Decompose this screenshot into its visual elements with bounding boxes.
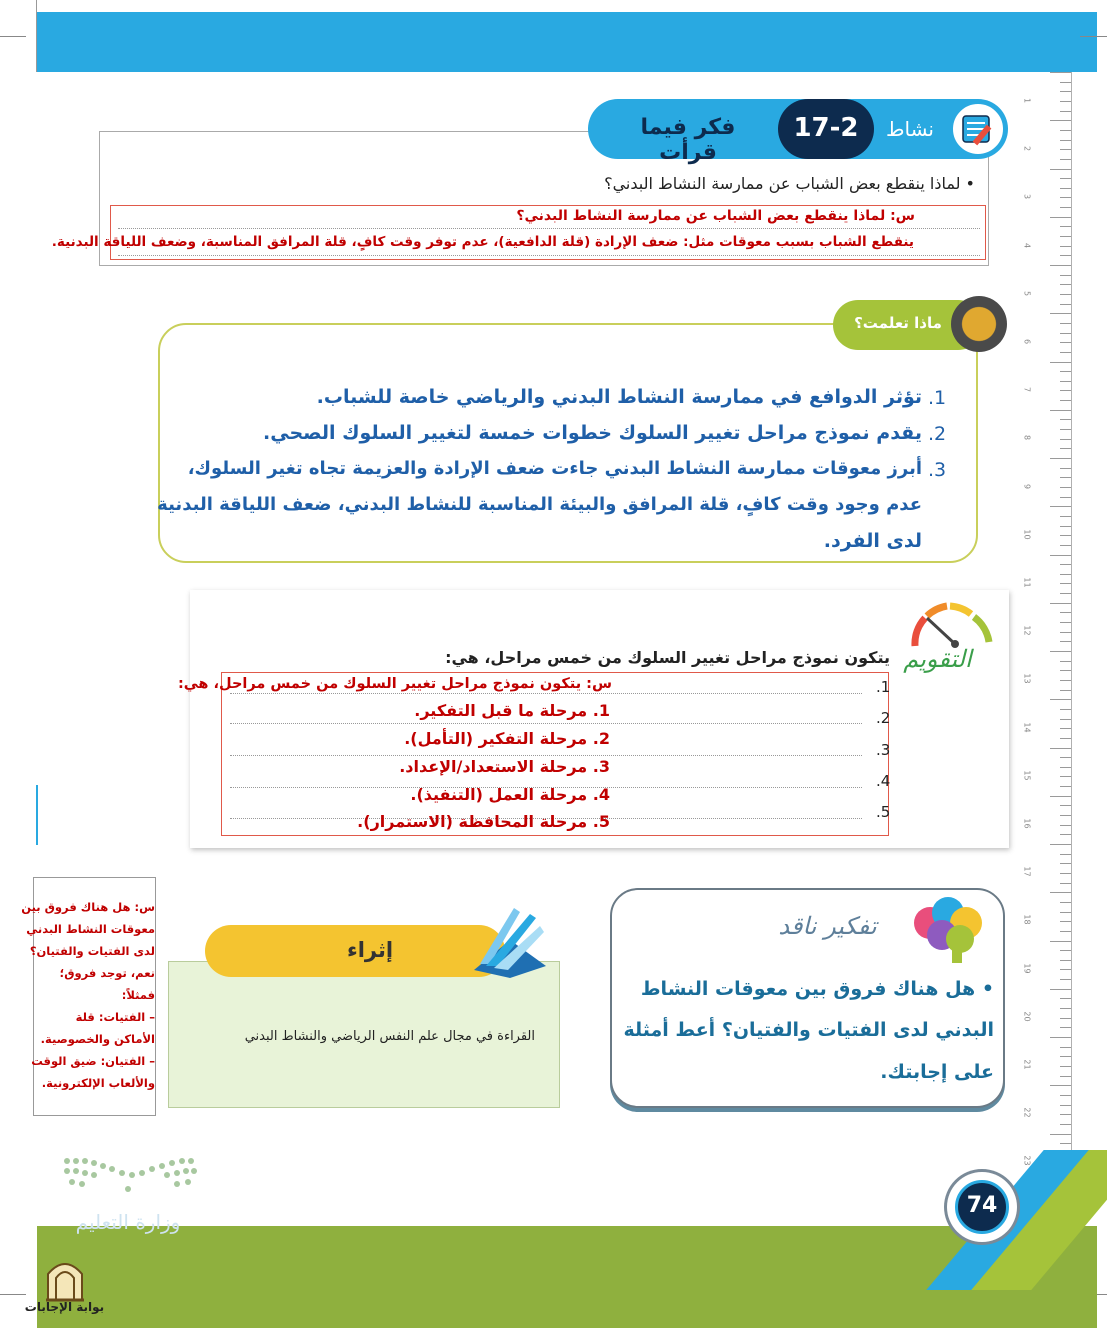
ruler-tick <box>1050 265 1072 266</box>
ruler-number: 5 <box>1022 290 1032 296</box>
evaluation-logo-text: التقويم <box>903 645 972 673</box>
crop-mark <box>0 1294 26 1295</box>
crop-mark <box>0 36 26 37</box>
ruler-number: 15 <box>1022 770 1032 781</box>
top-banner <box>37 12 1097 72</box>
learned-item-line: عدم وجود وقت كافٍ، قلة المرافق والبيئة المناسبة للنشاط البدني، ضعف اللياقة البدنية <box>157 494 922 515</box>
side-note-line: س: هل هناك فروق بين <box>21 900 155 914</box>
learned-item-line: يقدم نموذج مراحل تغيير السلوك خطوات خمسة لتغيير السلوك الصحي. <box>263 422 922 444</box>
ruler-tick <box>1050 796 1072 797</box>
evaluation-answer-line: 5. مرحلة المحافظة (الاستمرار). <box>357 812 610 831</box>
ruler-tick <box>1050 72 1072 73</box>
evaluation-answer-line: 2. مرحلة التفكير (التأمل). <box>404 729 610 748</box>
ruler-tick <box>1050 1037 1072 1038</box>
learned-item-line: تؤثر الدوافع في ممارسة النشاط البدني والرياضي خاصة للشباب. <box>316 386 922 408</box>
ruler-number: 10 <box>1022 529 1032 540</box>
learned-item-number: .3 <box>928 459 947 481</box>
ruler-number: 16 <box>1022 818 1032 829</box>
evaluation-number: .4 <box>876 772 891 790</box>
ruler-number: 6 <box>1022 338 1032 345</box>
frame-line <box>36 0 37 72</box>
side-note-line: معوقات النشاط البدني <box>26 922 155 936</box>
ruler-edge <box>1071 72 1072 1328</box>
evaluation-number: .5 <box>876 803 891 821</box>
writing-line <box>118 255 980 256</box>
writing-line <box>230 693 862 694</box>
ruler-tick <box>1050 892 1072 893</box>
ruler-tick <box>1050 217 1072 218</box>
activity-code: 17-2 <box>793 113 859 143</box>
ruler-number: 3 <box>1022 194 1032 200</box>
learned-item-number: .1 <box>928 387 947 409</box>
evaluation-answer-line: 1. مرحلة ما قبل التفكير. <box>414 701 610 720</box>
evaluation-number: .2 <box>876 709 891 727</box>
notebook-pencil-icon <box>950 101 1006 157</box>
ruler-number: 19 <box>1022 963 1032 974</box>
activity-answer-question: س: لماذا ينقطع بعض الشباب عن ممارسة النشاط البدني؟ <box>516 208 915 224</box>
critical-thinking-title: تفكير ناقد <box>778 912 877 940</box>
ruler-number: 9 <box>1022 483 1032 489</box>
ruler-number: 11 <box>1022 577 1032 588</box>
learned-item-line: أبرز معوقات ممارسة النشاط البدني جاءت ضعف الإرادة والعزيمة تجاه تغير السلوك، <box>187 458 922 479</box>
learned-title: ماذا تعلمت؟ <box>854 314 942 332</box>
evaluation-answer-line: 3. مرحلة الاستعداد/الإعداد. <box>399 757 610 776</box>
ruler-number: 1 <box>1022 97 1032 104</box>
ruler-tick <box>1050 120 1072 121</box>
enrichment-title: إثراء <box>346 938 394 962</box>
evaluation-answer-line: س: يتكون نموذج مراحل تغيير السلوك من خمس مراحل، هي: <box>177 676 612 692</box>
ruler-number: 22 <box>1022 1107 1032 1118</box>
gauge-icon <box>905 596 995 652</box>
activity-header <box>588 99 1008 165</box>
side-note-line: فمثلاً: <box>121 988 155 1002</box>
ruler-tick <box>1050 506 1072 507</box>
activity-label: نشاط <box>886 117 934 141</box>
critical-thinking-line: البدني لدى الفتيات والفتيان؟ أعط أمثلة <box>623 1019 994 1041</box>
enrichment-text: القراءة في مجال علم النفس الرياضي والنشاط البدني <box>244 1029 535 1044</box>
ruler-number: 21 <box>1022 1059 1032 1070</box>
writing-line <box>230 723 862 724</box>
ministry-name: وزارة التعليم <box>75 1210 181 1234</box>
critical-thinking-line: على إجابتك. <box>880 1061 994 1083</box>
side-note-line: والألعاب الإلكترونية. <box>41 1076 155 1090</box>
learned-item-number: .2 <box>928 423 947 445</box>
side-note-line: الأماكن والخصوصية. <box>40 1032 155 1046</box>
margin-mark <box>36 785 38 845</box>
page-number: 74 <box>966 1193 998 1218</box>
ruler-tick <box>1050 1085 1072 1086</box>
ruler-tick <box>1050 362 1072 363</box>
ruler-tick <box>1050 410 1072 411</box>
ruler-tick <box>1050 699 1072 700</box>
brain-icon <box>908 893 988 967</box>
portal-logo-icon <box>44 1254 86 1302</box>
ruler-number: 14 <box>1022 722 1032 733</box>
medal-icon <box>951 296 1007 352</box>
evaluation-number: .1 <box>876 678 891 696</box>
ruler-number: 18 <box>1022 914 1032 925</box>
ruler-tick <box>1050 748 1072 749</box>
ministry-logo-icon <box>62 1155 197 1195</box>
side-note-line: نعم، توجد فروق؛ <box>59 966 155 980</box>
crop-mark <box>1080 36 1107 37</box>
ruler-tick <box>1050 941 1072 942</box>
ruler-tick <box>1050 458 1072 459</box>
ruler-number: 2 <box>1022 146 1032 152</box>
ruler-number: 4 <box>1022 242 1032 248</box>
activity-answer-text: ينقطع الشباب بسبب معوقات مثل: ضعف الإرادة (قلة الدافعية)، عدم توفر وقت كافٍ، قلة المرافق المناسبة، وضعف اللياقة البدنية. <box>51 234 914 250</box>
ruler-tick <box>1050 169 1072 170</box>
ruler-tick <box>1050 313 1072 314</box>
open-book-icon <box>470 900 550 980</box>
ruler-number: 8 <box>1022 435 1032 441</box>
ruler-number: 17 <box>1022 866 1032 877</box>
ruler-number: 7 <box>1022 387 1032 393</box>
ruler-number: 20 <box>1022 1011 1032 1022</box>
side-note-line: – الفتيان: ضيق الوقت <box>31 1054 155 1068</box>
ruler-number: 23 <box>1022 1155 1032 1166</box>
side-note-line: – الفتيات: قلة <box>75 1010 155 1024</box>
ruler-tick <box>1050 603 1072 604</box>
writing-line <box>118 228 980 229</box>
activity-question: • لماذا ينقطع بعض الشباب عن ممارسة النشاط البدني؟ <box>604 174 975 193</box>
ruler-tick <box>1050 844 1072 845</box>
critical-thinking-line: • هل هناك فروق بين معوقات النشاط <box>640 978 994 1000</box>
activity-title: فكر فيما قرأت <box>640 115 736 165</box>
ruler-number: 13 <box>1022 673 1032 684</box>
writing-line <box>230 755 862 756</box>
side-ruler <box>1020 72 1072 1166</box>
ruler-tick <box>1050 555 1072 556</box>
learned-item-line: لدى الفرد. <box>823 530 922 552</box>
ruler-tick <box>1050 1134 1072 1135</box>
evaluation-answer-line: 4. مرحلة العمل (التنفيذ). <box>410 785 610 804</box>
ruler-tick <box>1050 651 1072 652</box>
evaluation-question: يتكون نموذج مراحل تغيير السلوك من خمس مراحل، هي: <box>445 648 890 667</box>
evaluation-number: .3 <box>876 741 891 759</box>
ruler-tick <box>1050 989 1072 990</box>
side-note-line: لدى الفتيات والفتيان؟ <box>29 944 155 958</box>
portal-name: بوابة الإجابات <box>24 1300 105 1314</box>
ruler-number: 12 <box>1022 625 1032 636</box>
learned-tag <box>833 296 1008 352</box>
